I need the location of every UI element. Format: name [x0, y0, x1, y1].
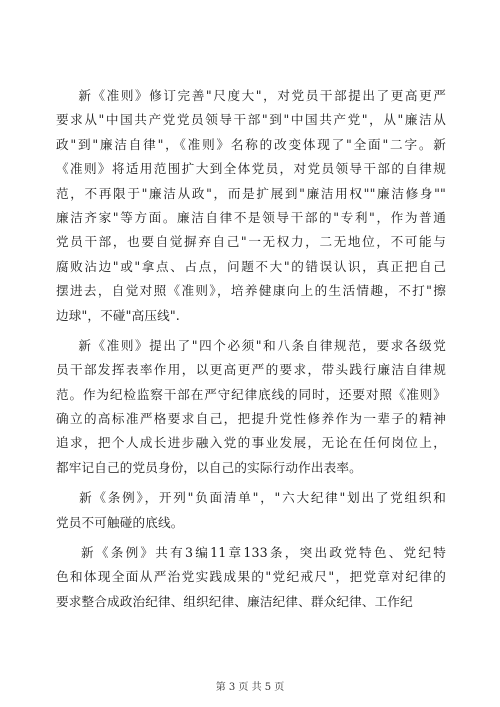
text-line: 新《准则》提出了"四个必须"和八条自律规范，要求各级党: [56, 337, 446, 353]
text-line: 范，不再限于"廉洁从政"，而是扩展到"廉洁用权""廉洁修身"": [56, 185, 446, 201]
text-line: 确立的高标准严格要求自己，把提升党性修养作为一辈子的精神: [56, 411, 446, 427]
text-line: 员干部发挥表率作用，以更高更严的要求，带头践行廉洁自律规: [56, 362, 446, 378]
text-line: 党员不可触碰的底线。: [56, 514, 184, 530]
text-line: 摆进去，自觉对照《准则》，培养健康向上的生活情趣，不打"擦: [56, 283, 446, 299]
text-line: 新《条例》，开列"负面清单"，"六大纪律"划出了党组织和: [56, 490, 446, 506]
text-line: 《准则》将适用范围扩大到全体党员，对党员领导干部的自律规: [56, 161, 446, 177]
text-line: 范。作为纪检监察干部在严守纪律底线的同时，还要对照《准则》: [56, 386, 446, 402]
text-line: 追求，把个人成长进步融入党的事业发展，无论在任何岗位上，: [56, 435, 446, 451]
text-line: 新《条例》共有3编11章133条，突出政党特色、党纪特: [56, 545, 446, 561]
text-line: 都牢记自己的党员身份，以自己的实际行动作出表率。: [56, 459, 362, 475]
paragraph: [56, 334, 446, 480]
text-line: 要求整合成政治纪律、组织纪律、廉洁纪律、群众纪律、工作纪: [56, 593, 413, 609]
text-line: 色和体现全面从严治党实践成果的"党纪戒尺"，把党章对纪律的: [56, 569, 446, 585]
paragraph: [56, 541, 446, 614]
paragraph: [56, 84, 446, 328]
text-line: 新《准则》修订完善"尺度大"，对党员干部提出了更高更严: [56, 88, 446, 103]
text-line: 政"到"廉洁自律"，《准则》名称的改变体现了"全面"二字。新: [56, 136, 446, 152]
page-footer: 第 3 页 共 5 页: [215, 682, 285, 693]
document-body: [56, 84, 446, 620]
text-line: 腐败沾边"或"拿点、占点，问题不大"的错误认识，真正把自己: [56, 258, 446, 274]
text-line: 边球"，不碰"高压线".: [56, 307, 180, 323]
text-line: 党员干部，也要自觉摒弃自己"一无权力，二无地位，不可能与: [56, 234, 446, 250]
paragraph: [56, 486, 446, 535]
text-line: 要求从"中国共产党党员领导干部"到"中国共产党"，从"廉洁从: [56, 112, 446, 128]
text-line: 廉洁齐家"等方面。廉洁自律不是领导干部的"专利"，作为普通: [56, 209, 446, 225]
